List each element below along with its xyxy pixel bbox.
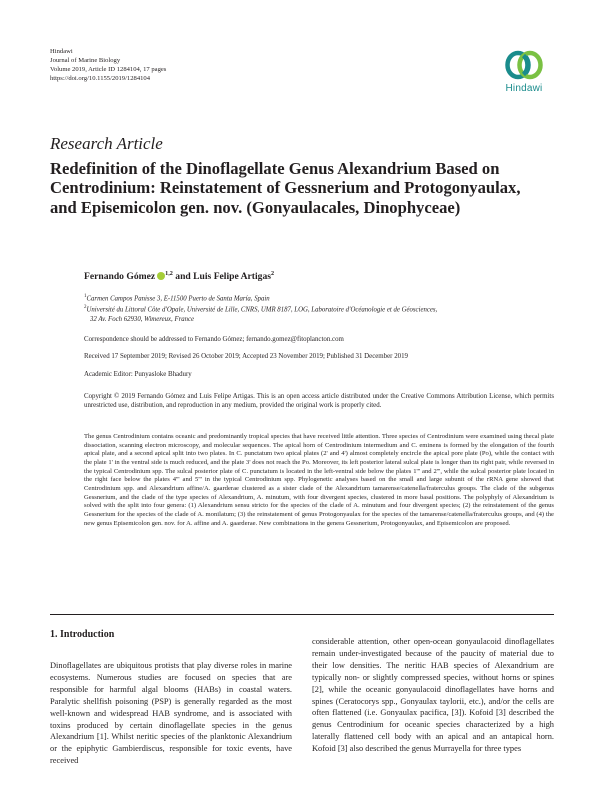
publisher-name: Hindawi (50, 48, 73, 55)
section-heading: 1. Introduction (50, 629, 115, 640)
journal-masthead (50, 47, 166, 83)
article-type: Research Article (50, 134, 163, 153)
author-affiliation-marker: 1,2 (165, 270, 173, 277)
affiliation-1 (84, 292, 554, 303)
author-list (84, 270, 274, 282)
affiliation-text: Carmen Campos Panisse 3, E-11500 Puerto de Santa María, Spain (86, 295, 270, 303)
article-title: Redefinition of the Dinoflagellate Genus Alexandrium Based on Centrodinium: Reinstatement of Gessnerium and Protogonyaulax, and Episemicolon gen. nov. (Gonyaulacales, Dinophyceae) (50, 159, 521, 217)
intro-column-right: considerable attention, other open-ocean gonyaulacoid dinoflagellates remain under-investigated because of the paucity of material due to their low densities. The neritic HAB species of Alexandrium are typically non- or slightly compressed species, without horns or spines [2], while the oceanic gonyaulacoid dinoflagellates have horns and spines (Ceratocorys spp., Gonyaulax taylorii, etc.), and/or the cells are often flattened (i.e. Gonyaulax pacifica, [3]). Kofoid [3] described the genus Centrodinium for oceanic species characterized by a high laterally flattened cell body with an apical and an antapical horn. Kofoid [3] also described the genus Murrayella for three types (312, 637, 554, 754)
volume-info: Volume 2019, Article ID 1284104, 17 pages (50, 66, 167, 73)
affiliation-text: Université du Littoral Côte d'Opale, Université de Lille, CNRS, UMR 8187, LOG, Laboratoire d'Océanologie et de Géosciences, (86, 306, 438, 314)
affiliation-number: 1 (84, 294, 87, 299)
hindawi-logo-icon (505, 48, 543, 82)
author-name[interactable]: Fernando Gómez (84, 271, 156, 283)
hindawi-logo-text: Hindawi (505, 83, 543, 94)
author-name[interactable]: Luis Felipe Artigas (193, 271, 271, 283)
intro-column-left: Dinoflagellates are ubiquitous protists that play diverse roles in marine ecosystems. Numerous studies are focused on species that are responsible for harmful algal blooms (HABs) in coastal waters. Paralytic shellfish poisoning (PSP) is generally regarded as the most well-known and widespread HAB syndrome, and is associated with toxins produced by certain dinoflagellate species in the genus Alexandrium [1]. Whilst neritic species of the planktonic Alexandrium or the epiphytic Gambierdiscus, responsible for toxic events, have received (50, 661, 292, 766)
section-divider (50, 614, 554, 615)
author-conjunction: and (172, 271, 194, 283)
copyright-notice: Copyright © 2019 Fernando Gómez and Luis Felipe Artigas. This is an open access article distributed under the Creative Commons Attribution License, which permits unrestricted use, distribution, and reproduction in any medium, provided the original work is properly cited. (84, 393, 554, 410)
author-affiliation-marker: 2 (270, 270, 275, 277)
doi-link[interactable]: https://doi.org/10.1155/2019/1284104 (50, 75, 151, 82)
affiliations (84, 292, 554, 324)
academic-editor: Academic Editor: Punyasloke Bhadury (84, 371, 192, 378)
affiliation-2-continued: 32 Av. Foch 62930, Wimereux, France (90, 315, 195, 323)
abstract: The genus Centrodinium contains oceanic and predominantly tropical species that have received little attention. Three species of Centrodinium were examined using thecal plate dissociation, scanning electron microscopy, and molecular sequences. The apical horn of Centrodinium intermedium and C. eminens is formed by the elongation of the fourth apical plate, and a second apical split into two plates. In C. punctatum two apical plates (2' and 4') almost completely encircle the apical pore plate (Po), while the contact with the plate 1' in the ventral side is much reduced, and the plate 3' does not reach the Po. Moreover, its left posterior lateral sulcal plate is longer than its right pair, while reversed in the typical Centrodinium spp. The sulcal posterior plate of C. punctatum is located in the left-ventral side below the plates 1''' and 2''', while the sulcal posterior plate located in the right face below the plates 4''' and 5''' in the typical Centrodinium spp. Phylogenetic analyses based on the small and large subunit of the rRNA gene showed that Centrodinium spp. and Alexandrium affine/A. gaarderae clustered as a sister clade of the Alexandrium tamarense/catenella/fraterculus groups. The clade of the subgenus Gessnerium, and the clade of the type species of Alexandrium, A. minutum, with four divergent species, clustered in more basal positions. The polyphyly of Alexandrium is solved with the split into four genera: (1) Alexandrium sensu stricto for the species of the clade of A. minutum and four divergent species; (2) the reinstatement of the genus Gessnerium for the species of the clade of A. monilatum; (3) the reinstatement of genus Protogonyaulax for the species of the tamarense/catenella/fraterculus groups, and (4) the new genus Episemicolon gen. nov. for A. affine and A. gaarderae. New combinations in the genera Gessnerium, Protogonyaulax, and Episemicolon are proposed. (84, 433, 554, 527)
affiliation-2 (84, 303, 554, 314)
hindawi-logo (494, 48, 554, 94)
journal-name: Journal of Marine Biology (50, 57, 121, 64)
orcid-icon[interactable] (157, 272, 165, 280)
correspondence: Correspondence should be addressed to Fernando Gómez; fernando.gomez@fitoplancton.com (84, 336, 344, 343)
article-dates: Received 17 September 2019; Revised 26 October 2019; Accepted 23 November 2019; Published 31 December 2019 (84, 353, 408, 360)
affiliation-number: 2 (84, 305, 87, 311)
